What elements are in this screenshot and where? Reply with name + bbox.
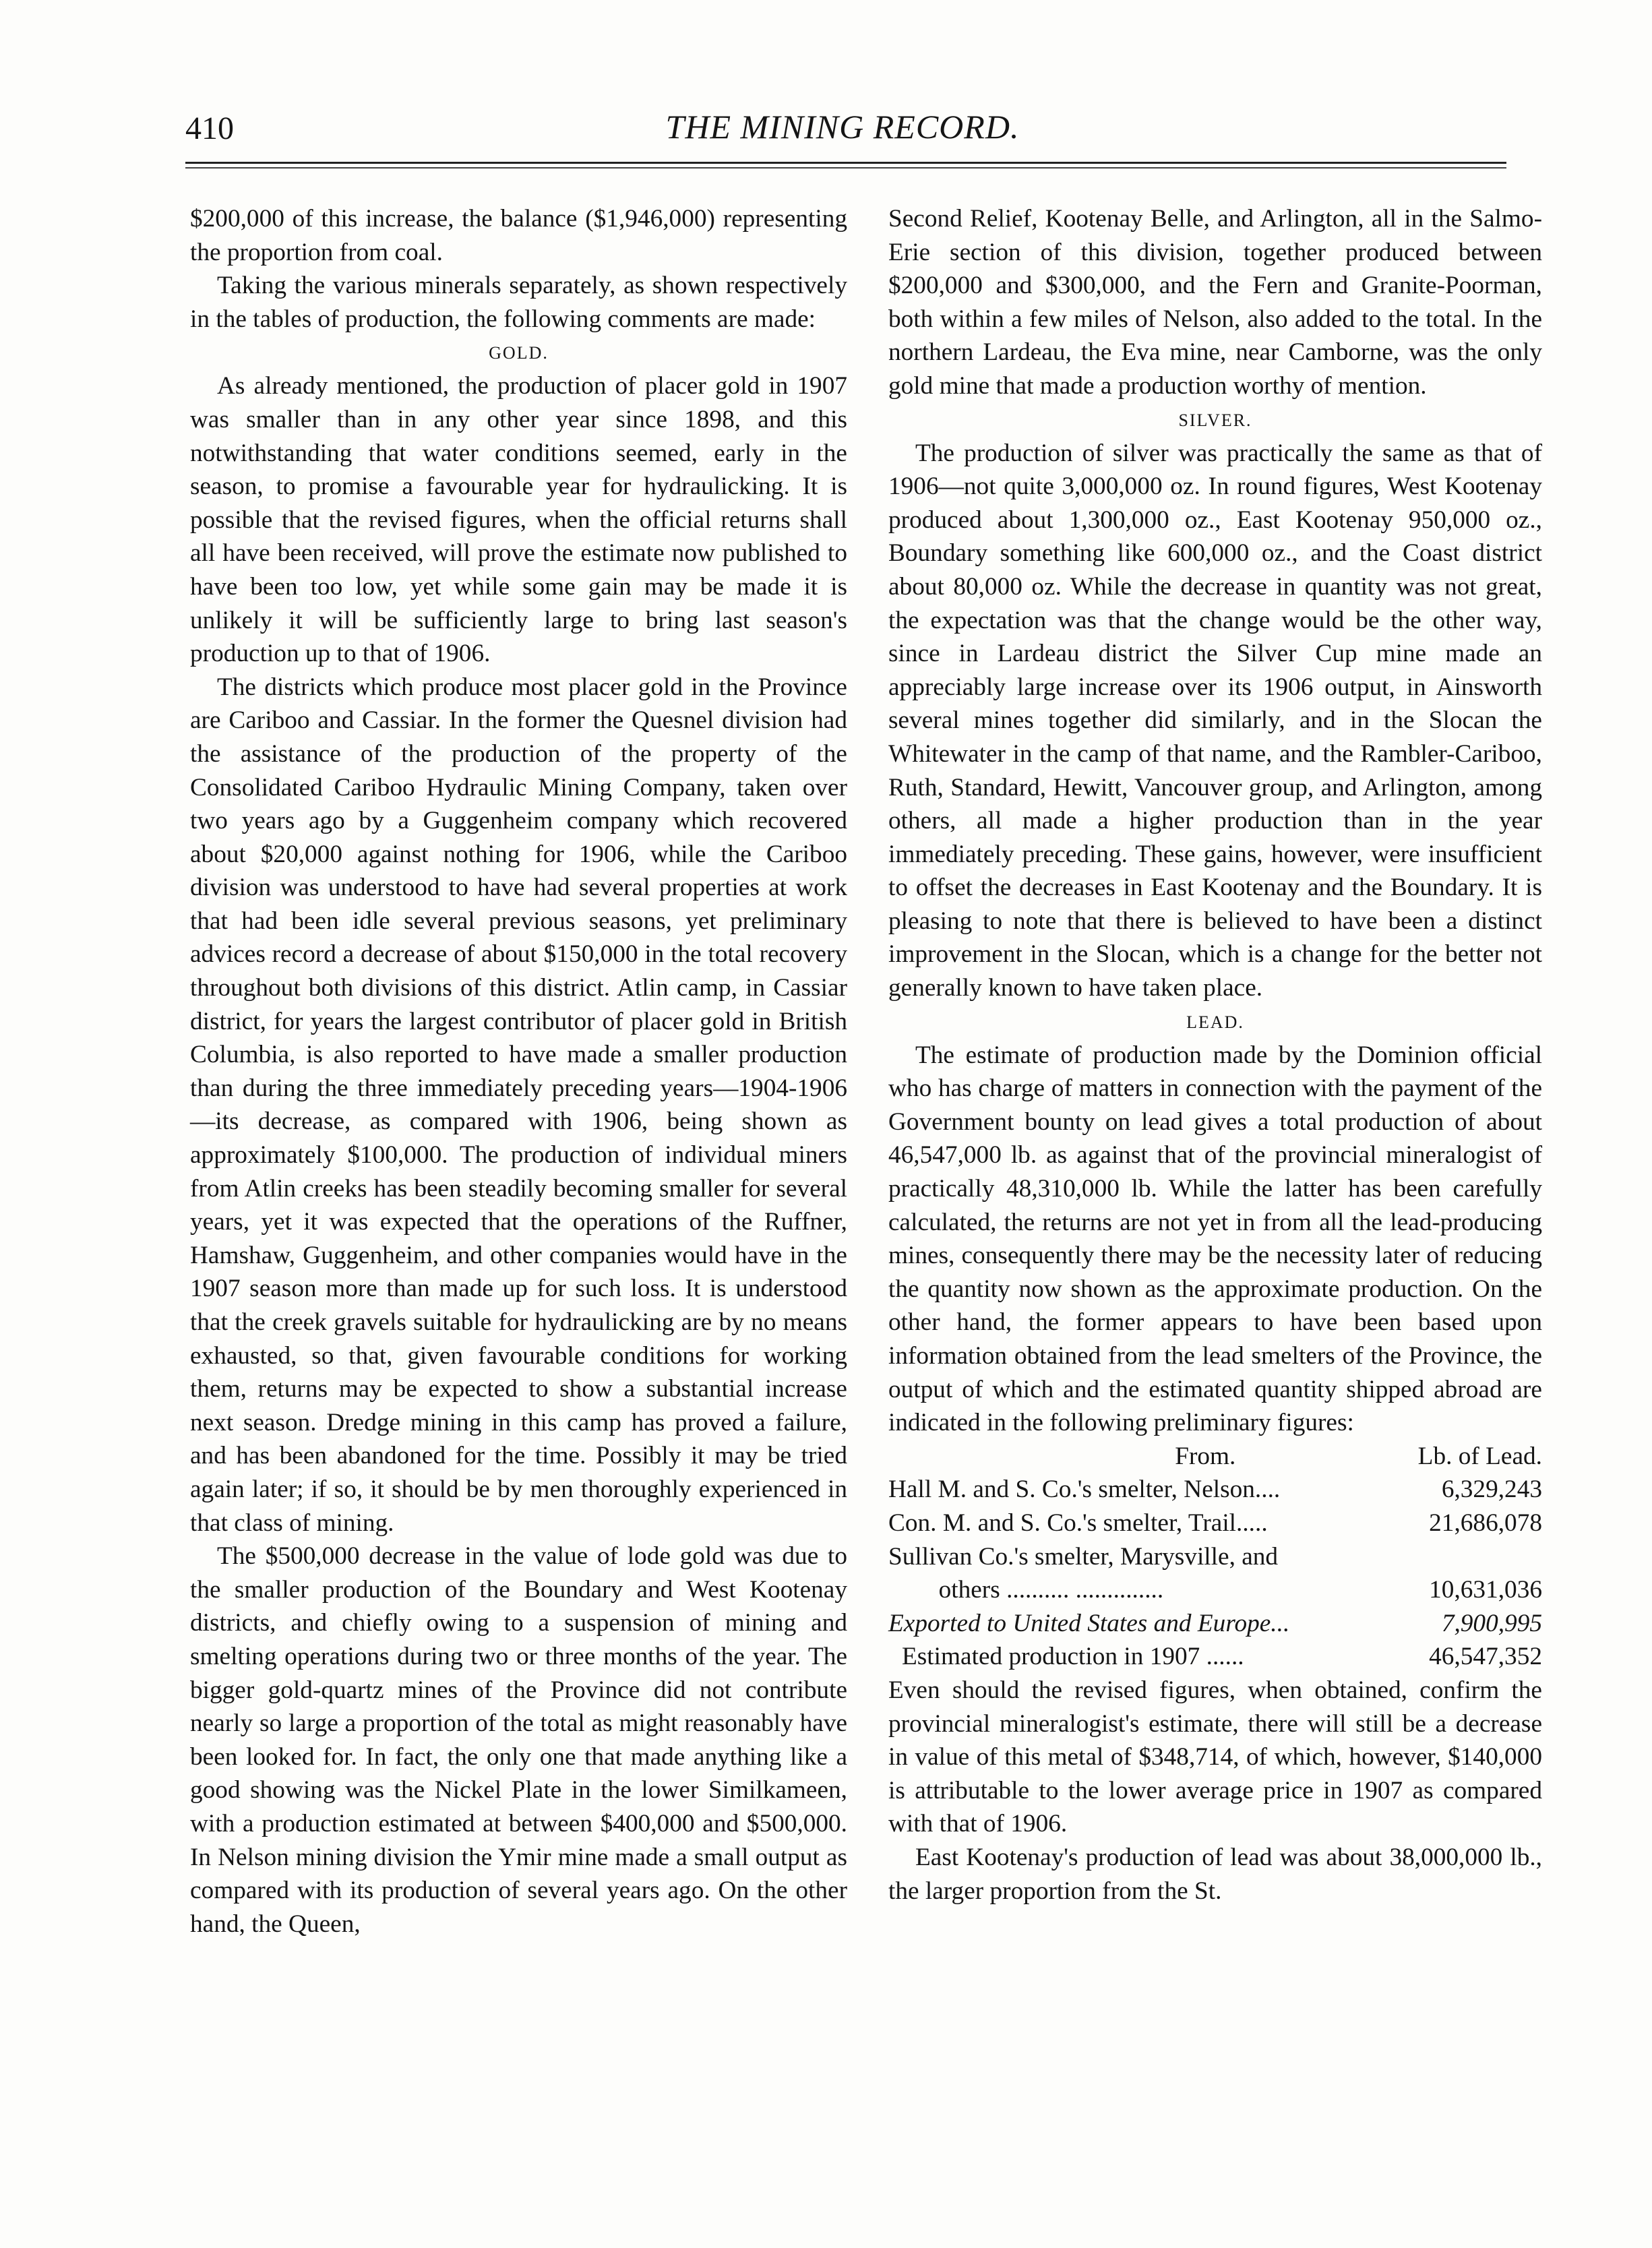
left-column <box>190 202 847 1941</box>
section-heading-lead: LEAD. <box>1186 1012 1244 1032</box>
row-label: Con. M. and S. Co.'s smelter, Trail..... <box>888 1509 1268 1537</box>
paragraph: The districts which produce most placer gold in the Province are Cariboo and Cassiar. In the former the Quesnel division had the assistance of the production of the property of the Consolidated Cariboo Hydraulic Mining Company, taken over two years ago by a Guggenheim company which recovered about $20,000 against nothing for 1906, while the Cariboo division was understood to have had several properties at work that had been idle several previous seasons, yet preliminary advices record a decrease of about $150,000 in the total recovery throughout both divisions of this district. Atlin camp, in Cassiar district, for years the largest contributor of placer gold in British Columbia, is also reported to have made a smaller production than during the three immediately preceding years—1904-1906—its decrease, as compared with 1906, being shown as approximately $100,000. The production of individual miners from Atlin creeks has been steadily becoming smaller for several years, yet it was expected that the operations of the Ruffner, Hamshaw, Guggenheim, and other companies would have in the 1907 season more than made up for such loss. It is understood that the creek gravels suitable for hydraulicking are by no means exhausted, so that, given favourable conditions for working them, returns may be expected to show a substantial increase next season. Dredge mining in this camp has proved a failure, and has been abandoned for the time. Possibly it may be tried again later; if so, it should be by men thoroughly experienced in that class of mining. <box>190 673 847 1537</box>
column-header-lb: Lb. of Lead. <box>1417 1442 1542 1470</box>
paragraph: Second Relief, Kootenay Belle, and Arlington, all in the Salmo-Erie section of this division, together produced between $200,000 and $300,000, and the Fern and Granite-Poorman, both within a few miles of Nelson, also added to the total. In the northern Lardeau, the Eva mine, near Camborne, was the only gold mine that made a production worthy of mention. <box>888 205 1542 400</box>
row-value: 6,329,243 <box>1441 1476 1542 1504</box>
section-heading-gold: GOLD. <box>489 343 549 363</box>
paragraph: $200,000 of this increase, the balance ($1,946,000) representing the proportion from coal. <box>190 205 847 266</box>
total-value: 46,547,352 <box>1429 1643 1542 1671</box>
table-row <box>888 1607 1542 1641</box>
paragraph: The estimate of production made by the Dominion official who has charge of matters in connection with the payment of the Government bounty on lead gives a total production of about 46,547,000 lb. as against that of the provincial mineralogist of practically 48,310,000 lb. While the latter has been carefully calculated, the returns are not yet in from all the lead-producing mines, consequently there may be the necessity later of reducing the quantity now shown as the approximate production. On the other hand, the former appears to have been based upon information obtained from the lead smelters of the Province, the output of which and the estimated quantity shipped abroad are indicated in the following preliminary figures: <box>888 1041 1542 1437</box>
section-heading-silver: SILVER. <box>1178 410 1252 430</box>
total-label: Estimated production in 1907 ...... <box>902 1643 1244 1671</box>
running-title: THE MINING RECORD. <box>665 108 1020 146</box>
row-label: others .......... .............. <box>888 1576 1164 1604</box>
paragraph: As already mentioned, the production of placer gold in 1907 was smaller than in any other year since 1898, and this notwithstanding that water conditions seemed, early in the season, to promise a favourable year for hydraulicking. It is possible that the revised figures, when the official returns shall all have been received, will prove the estimate now published to have been too low, yet while some gain may be made it is unlikely it will be sufficiently large to bring last season's production up to that of 1906. <box>190 372 847 668</box>
table-header-row <box>888 1440 1542 1474</box>
row-value: 21,686,078 <box>1429 1509 1542 1537</box>
row-label: Sullivan Co.'s smelter, Marysville, and <box>888 1542 1279 1571</box>
table-row <box>888 1507 1542 1540</box>
column-header-from: From. <box>1175 1442 1236 1470</box>
lead-total-table <box>888 1640 1542 1674</box>
paragraph: Even should the revised figures, when obtained, confirm the provincial mineralogist's estimate, there will still be a decrease in value of this metal of $348,714, of which, however, $140,000 is attributable to the lower average price in 1907 as compared with that of 1906. <box>888 1676 1542 1838</box>
paragraph: The production of silver was practically the same as that of 1906—not quite 3,000,000 oz. In round figures, West Kootenay produced about 1,300,000 oz., East Kootenay 950,000 oz., Boundary something like 600,000 oz., and the Coast district about 80,000 oz. While the decrease in quantity was not great, the expectation was that the change would be the other way, since in Lardeau district the Silver Cup mine made an appreciably large increase over its 1906 output, in Ainsworth several mines together did similarly, and in the Slocan the Whitewater in the camp of that name, and the Rambler-Cariboo, Ruth, Standard, Hewitt, Vancouver group, and Arlington, among others, all made a higher production than in the year immediately preceding. These gains, however, were insufficient to offset the decreases in East Kootenay and the Boundary. It is pleasing to note that there is believed to have been a distinct improvement in the Slocan, which is a change for the better not generally known to have taken place. <box>888 439 1542 1002</box>
row-label: Exported to United States and Europe... <box>888 1609 1290 1637</box>
page-header <box>185 98 1500 152</box>
row-label: Hall M. and S. Co.'s smelter, Nelson.... <box>888 1476 1281 1504</box>
page-number: 410 <box>185 111 234 146</box>
row-value: 7,900,995 <box>1441 1609 1542 1637</box>
row-value: 10,631,036 <box>1429 1576 1542 1604</box>
table-total-row <box>888 1640 1542 1674</box>
table-row <box>888 1573 1542 1607</box>
table-row <box>888 1540 1542 1574</box>
right-column <box>888 202 1542 1908</box>
header-rule <box>185 162 1506 169</box>
paragraph: The $500,000 decrease in the value of lode gold was due to the smaller production of the Boundary and West Kootenay districts, and chiefly owing to a suspension of mining and smelting operations during two or three months of the year. The bigger gold-quartz mines of the Province did not contribute nearly so large a proportion of the total as might reasonably have been looked for. In fact, the only one that made anything like a good showing was the Nickel Plate in the lower Similkameen, with a production estimated at between $400,000 and $500,000. In Nelson mining division the Ymir mine made a small output as compared with its production of several years ago. On the other hand, the Queen, <box>190 1542 847 1938</box>
lead-production-table <box>888 1440 1542 1641</box>
paragraph: Taking the various minerals separately, as shown respectively in the tables of production, the following comments are made: <box>190 272 847 333</box>
row-value <box>1388 1540 1542 1574</box>
table-row <box>888 1473 1542 1507</box>
paragraph: East Kootenay's production of lead was about 38,000,000 lb., the larger proportion from the St. <box>888 1843 1542 1905</box>
